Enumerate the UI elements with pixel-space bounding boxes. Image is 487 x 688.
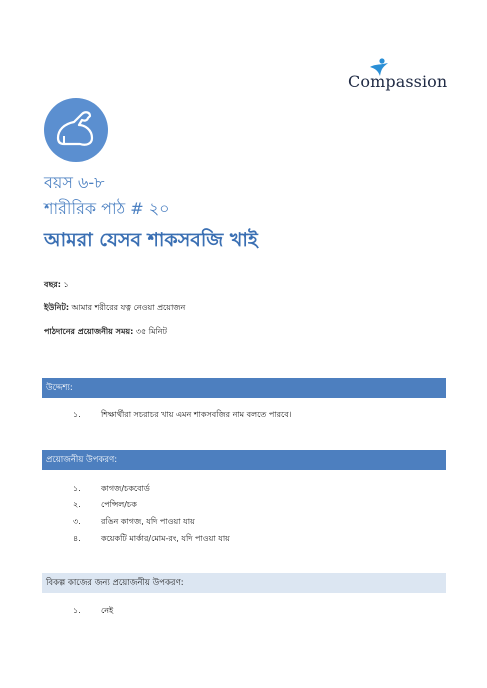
objectives-heading: উদ্দেশ্য: [42, 378, 446, 398]
item-text: পেন্সিল/চক [101, 500, 137, 509]
alt-material-item [73, 605, 113, 618]
lesson-badge [44, 98, 108, 162]
item-text: শিক্ষার্থীরা সচরাচর খায় এমন শাকসবজির নাম বলতে পারবে। [101, 410, 292, 419]
unit-label: ইউনিট: [44, 303, 70, 312]
flexed-arm-icon [52, 108, 100, 152]
lesson-number: শারীরিক পাঠ # ২০ [44, 199, 170, 218]
item-text: নেই [101, 606, 114, 615]
materials-heading: প্রয়োজনীয় উপকরণ: [42, 450, 446, 470]
time-line [44, 326, 167, 339]
item-number: ১. [73, 484, 81, 493]
unit-value: আমার শরীরের যত্ন নেওয়া প্রয়োজন [69, 303, 186, 312]
material-item [73, 499, 137, 512]
brand-name: Compassion [348, 72, 448, 91]
objective-item [73, 409, 292, 422]
item-text: কাগজ/চকবোর্ড [101, 484, 150, 493]
unit-line [44, 302, 185, 315]
material-item [73, 533, 230, 546]
year-label: বছর: [44, 280, 61, 289]
item-number: ১. [73, 410, 81, 419]
year-value: ১ [60, 280, 69, 289]
item-number: ৪. [73, 534, 81, 543]
item-number: ২. [73, 500, 81, 509]
time-label: পাঠদানের প্রয়োজনীয় সময়: [44, 327, 134, 336]
item-text: রঙিন কাগজ, যদি পাওয়া যায় [101, 517, 195, 526]
page-title: আমরা যেসব শাকসবজি খাই [44, 229, 258, 251]
item-number: ৩. [73, 517, 81, 526]
compassion-logo [348, 58, 448, 98]
time-value: ৩৫ মিনিট [133, 327, 167, 336]
item-text: কয়েকটি মার্কার/মোম-রং, যদি পাওয়া যায় [101, 534, 230, 543]
material-item [73, 516, 195, 529]
age-range: বয়স ৬-৮ [44, 173, 105, 192]
year-line [44, 279, 69, 292]
material-item [73, 483, 150, 496]
alt-materials-heading: বিকল্প কাজের জন্য প্রয়োজনীয় উপকরণ: [42, 573, 446, 593]
item-number: ১. [73, 606, 81, 615]
